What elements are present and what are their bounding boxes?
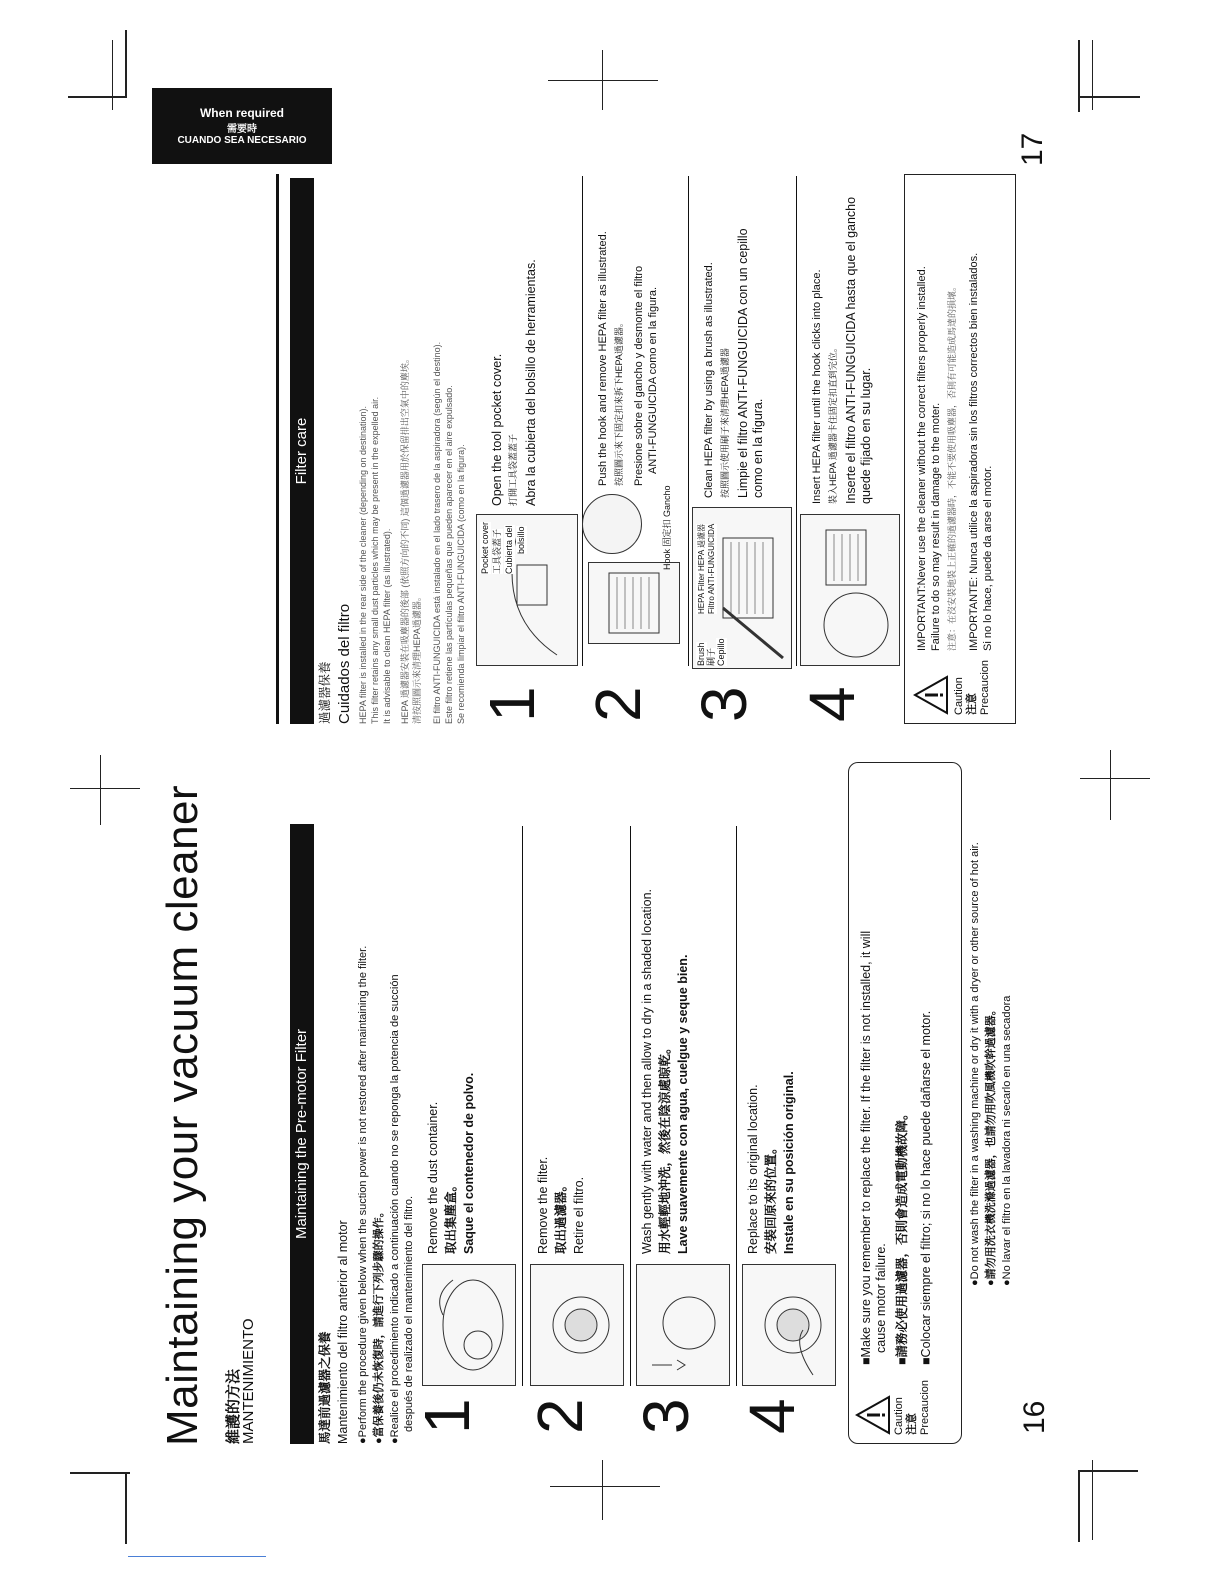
page-title: Maintaining your vacuum cleaner <box>158 784 207 1446</box>
filter-section-bar: Filter care <box>290 178 314 724</box>
subtitle-zh: 維護的方法 <box>225 1368 242 1444</box>
filter-intro-en: HEPA filter is installed in the rear side of the cleaner (depending on destination). <box>358 405 368 724</box>
filter-intro-es: Este filtro retiene las partículas pequeñas que pueden aparecer en el aire expulsado. <box>444 385 454 724</box>
filter-intro-zh: 清按照圖示來清理HEPA過濾器。 <box>412 592 422 724</box>
pocket-cover-label-zh: 工具袋蓋子 <box>492 528 502 574</box>
divider <box>522 826 523 1386</box>
filter-step-zh: 打開工具袋蓋蓋子 <box>508 433 518 506</box>
pocket-cover-label-es: bolsillo <box>516 526 526 554</box>
filter-step-es-cont: ANTI-FUNGUICIDA como en la figura. <box>647 286 659 474</box>
page-number-right: 17 <box>1016 132 1049 166</box>
hepa-filter-label: HEPA Filter HEPA 過濾器 <box>697 524 706 614</box>
filter-step-en: Push the hook and remove HEPA filter as illustrated. <box>597 231 609 486</box>
filter-step-zh: 按照圖示來下固定扣來拆下HEPA過濾器。 <box>614 318 624 486</box>
brush-label: Brush <box>696 642 706 666</box>
premotor-intro-zh: ●當保養後仍未恢復時，請進行下列步驟的操作。 <box>373 1206 385 1444</box>
premotor-step-illustration <box>530 1264 624 1386</box>
filter-step-en: Open the tool pocket cover. <box>490 353 504 506</box>
premotor-step-illustration <box>422 1264 516 1386</box>
divider <box>736 826 737 1386</box>
hepa-filter-label-es: Filtro ANTI-FUNGUICIDA <box>707 523 716 614</box>
badge-line-es: CUANDO SEA NECESARIO <box>177 135 307 146</box>
divider <box>796 176 797 666</box>
premotor-step-number: 4 <box>736 1398 808 1434</box>
premotor-step-number: 3 <box>630 1398 702 1434</box>
filter-step-es: Inserte el filtro ANTI-FUNGUICIDA hasta que el gancho <box>844 196 858 504</box>
badge-line-zh: 需要時 <box>227 124 257 135</box>
filter-step-zh: 裝入HEPA 過濾器卡住固定扣直到完位。 <box>828 343 838 504</box>
premotor-step-es: Instale en su posición original. <box>782 1071 796 1254</box>
premotor-step-illustration <box>742 1264 836 1386</box>
filter-step-number: 4 <box>796 686 868 722</box>
warning-triangle-icon <box>855 1395 891 1435</box>
filter-heading-zh: 過濾器保養 <box>318 661 332 724</box>
divider <box>630 826 631 1386</box>
filter-caution-line1-cont: Failure to do so may result in damage to the moter. <box>930 402 942 651</box>
caution-label-en: Caution <box>893 1397 905 1435</box>
premotor-note: ●請勿用洗衣機洗滌過濾器，也請勿用吹風機吹幹過濾器。 <box>985 1004 997 1286</box>
pocket-cover-label-es: Cubierta del <box>504 525 514 574</box>
filter-step-zh: 按照圖示使用刷子來清理HEPA過濾器 <box>720 348 730 498</box>
filter-intro-es: El filtro ANTI-FUNGUICIDA está instalado en el lado trasero de la aspiradora (según el destino). <box>432 341 442 724</box>
badge-line-en: When required <box>199 106 284 120</box>
page-number-left: 16 <box>1018 1400 1051 1434</box>
hook-zoom-illustration <box>582 494 642 554</box>
premotor-step-en: Wash gently with water and then allow to dry in a shaded location. <box>640 888 654 1254</box>
filter-step-es: Presione sobre el gancho y desmonte el filtro <box>633 265 645 486</box>
hook-label: Hook 固定扣 Gancho <box>662 485 672 570</box>
premotor-step-zh: 取出過濾器。 <box>554 1178 568 1254</box>
premotor-section-bar: Maintaining the Pre-motor Filter <box>290 824 314 1444</box>
brush-label-zh: 刷子 <box>706 647 716 666</box>
premotor-caution-line3: ■Colocar siempre el filtro; si no lo hace puede dañarse el motor. <box>919 1010 933 1365</box>
filter-intro-en: This filter retains any small dust particles which may be present in the expelled air. <box>370 396 380 724</box>
premotor-note: ●Do not wash the filter in a washing machine or dry it with a dryer or other source of hot air. <box>969 842 981 1286</box>
premotor-step-number: 1 <box>411 1398 483 1434</box>
premotor-caution-line1-cont: cause motor failure. <box>874 1243 888 1353</box>
caution-label-zh: 注意 <box>966 693 978 715</box>
filter-step-en: Insert HEPA filter until the hook clicks into place. <box>811 269 823 504</box>
filter-step-es: Limpie el filtro ANTI-FUNGUICIDA con un cepillo <box>736 228 750 498</box>
premotor-step-es: Saque el contenedor de polvo. <box>462 1072 476 1254</box>
filter-step-illustration <box>800 514 900 666</box>
premotor-heading-es: Mantenimiento del filtro anterior al motor <box>336 1220 350 1444</box>
premotor-step-zh: 取出集塵盒。 <box>444 1178 458 1254</box>
filter-caution-box <box>904 174 1016 724</box>
caution-label-es: Precaucion <box>919 1379 931 1435</box>
premotor-caution-line2: ■請務必使用過濾器，否則會造成電動機故障。 <box>895 1107 909 1365</box>
caution-label-es: Precaucion <box>979 659 991 715</box>
premotor-step-en: Remove the dust container. <box>426 1101 440 1254</box>
filter-caution-line3: IMPORTANTE: Nunca utilice la aspiradora sin los filtros correctos bien instalados. <box>968 252 980 651</box>
premotor-step-en: Replace to its original location. <box>746 1084 760 1254</box>
premotor-step-es: Retire el filtro. <box>572 1176 586 1254</box>
filter-step-number: 3 <box>688 686 760 722</box>
caution-label-zh: 注意 <box>906 1413 918 1435</box>
premotor-heading-zh: 馬達前過濾器之保養 <box>318 1331 332 1444</box>
filter-step-number: 2 <box>582 686 654 722</box>
pocket-cover-label: Pocket cover <box>480 521 490 574</box>
premotor-step-illustration <box>636 1264 730 1386</box>
premotor-intro-en: ●Perform the procedure given below when the suction power is not restored after maintaining the filter. <box>357 945 369 1444</box>
premotor-step-es: Lave suavemente con agua, cuelgue y seque bien. <box>676 954 690 1254</box>
filter-step-es: Abra la cubierta del bolsillo de herramientas. <box>524 259 538 506</box>
filter-caution-line2: 注意：在沒安裝地裝上正確的過濾器時，不能不要使用吸塵器，否則有可能造成馬達的損壞。 <box>947 281 957 651</box>
caution-label-en: Caution <box>953 677 965 715</box>
premotor-step-number: 2 <box>524 1398 596 1434</box>
header-rule <box>276 174 279 724</box>
filter-intro-zh: HEPA 過濾器安裝在吸塵器的後部 (依照方向的不同) 這個過濾器用於保留排出空氣中的塵埃。 <box>400 354 410 724</box>
filter-step-number: 1 <box>476 686 548 722</box>
premotor-step-en: Remove the filter. <box>536 1156 550 1254</box>
filter-step-illustration <box>588 562 680 644</box>
when-required-badge <box>152 88 332 164</box>
premotor-intro-es-cont: después de realizado el mantenimiento del filtro. <box>403 1195 415 1432</box>
filter-step-es-cont: como en la figura. <box>751 398 765 498</box>
premotor-step-zh: 安裝回原來的位置。 <box>764 1141 778 1254</box>
divider <box>688 176 689 666</box>
filter-intro-en: It is advisable to clean HEPA filter (as illustrated). <box>382 528 392 724</box>
filter-intro-es: Se recomienda limpiar el filtro ANTI-FUNGUICIDA (como en la figura). <box>456 444 466 724</box>
filter-caution-line3-cont: Si no lo hace, puede da arse el motor. <box>982 465 994 651</box>
divider <box>582 176 583 666</box>
filter-caution-line1: IMPORTANT:Never use the cleaner without the correct filters properly installed. <box>916 266 928 651</box>
premotor-caution-box <box>848 762 962 1444</box>
brush-label-es: Cepillo <box>716 638 726 666</box>
premotor-step-zh: 用水輕輕地沖洗，然後在陰涼處晾乾。 <box>658 1041 672 1254</box>
premotor-intro-es: ●Realice el procedimiento indicado a continuación cuando no se reponga la potencia de succión <box>389 974 401 1444</box>
premotor-note: ●No lavar el filtro en la lavadora ni secarlo en una secadora <box>1001 995 1013 1286</box>
filter-step-es-cont: quede fijado en su lugar. <box>859 367 873 504</box>
premotor-caution-line1: ■Make sure you remember to replace the filter. If the filter is not installed, it will <box>859 930 873 1365</box>
subtitle-es: MANTENIMIENTO <box>240 1318 257 1444</box>
filter-step-en: Clean HEPA filter by using a brush as illustrated. <box>703 262 715 498</box>
warning-triangle-icon <box>913 675 949 715</box>
filter-heading-es: Cuidados del filtro <box>336 603 353 724</box>
